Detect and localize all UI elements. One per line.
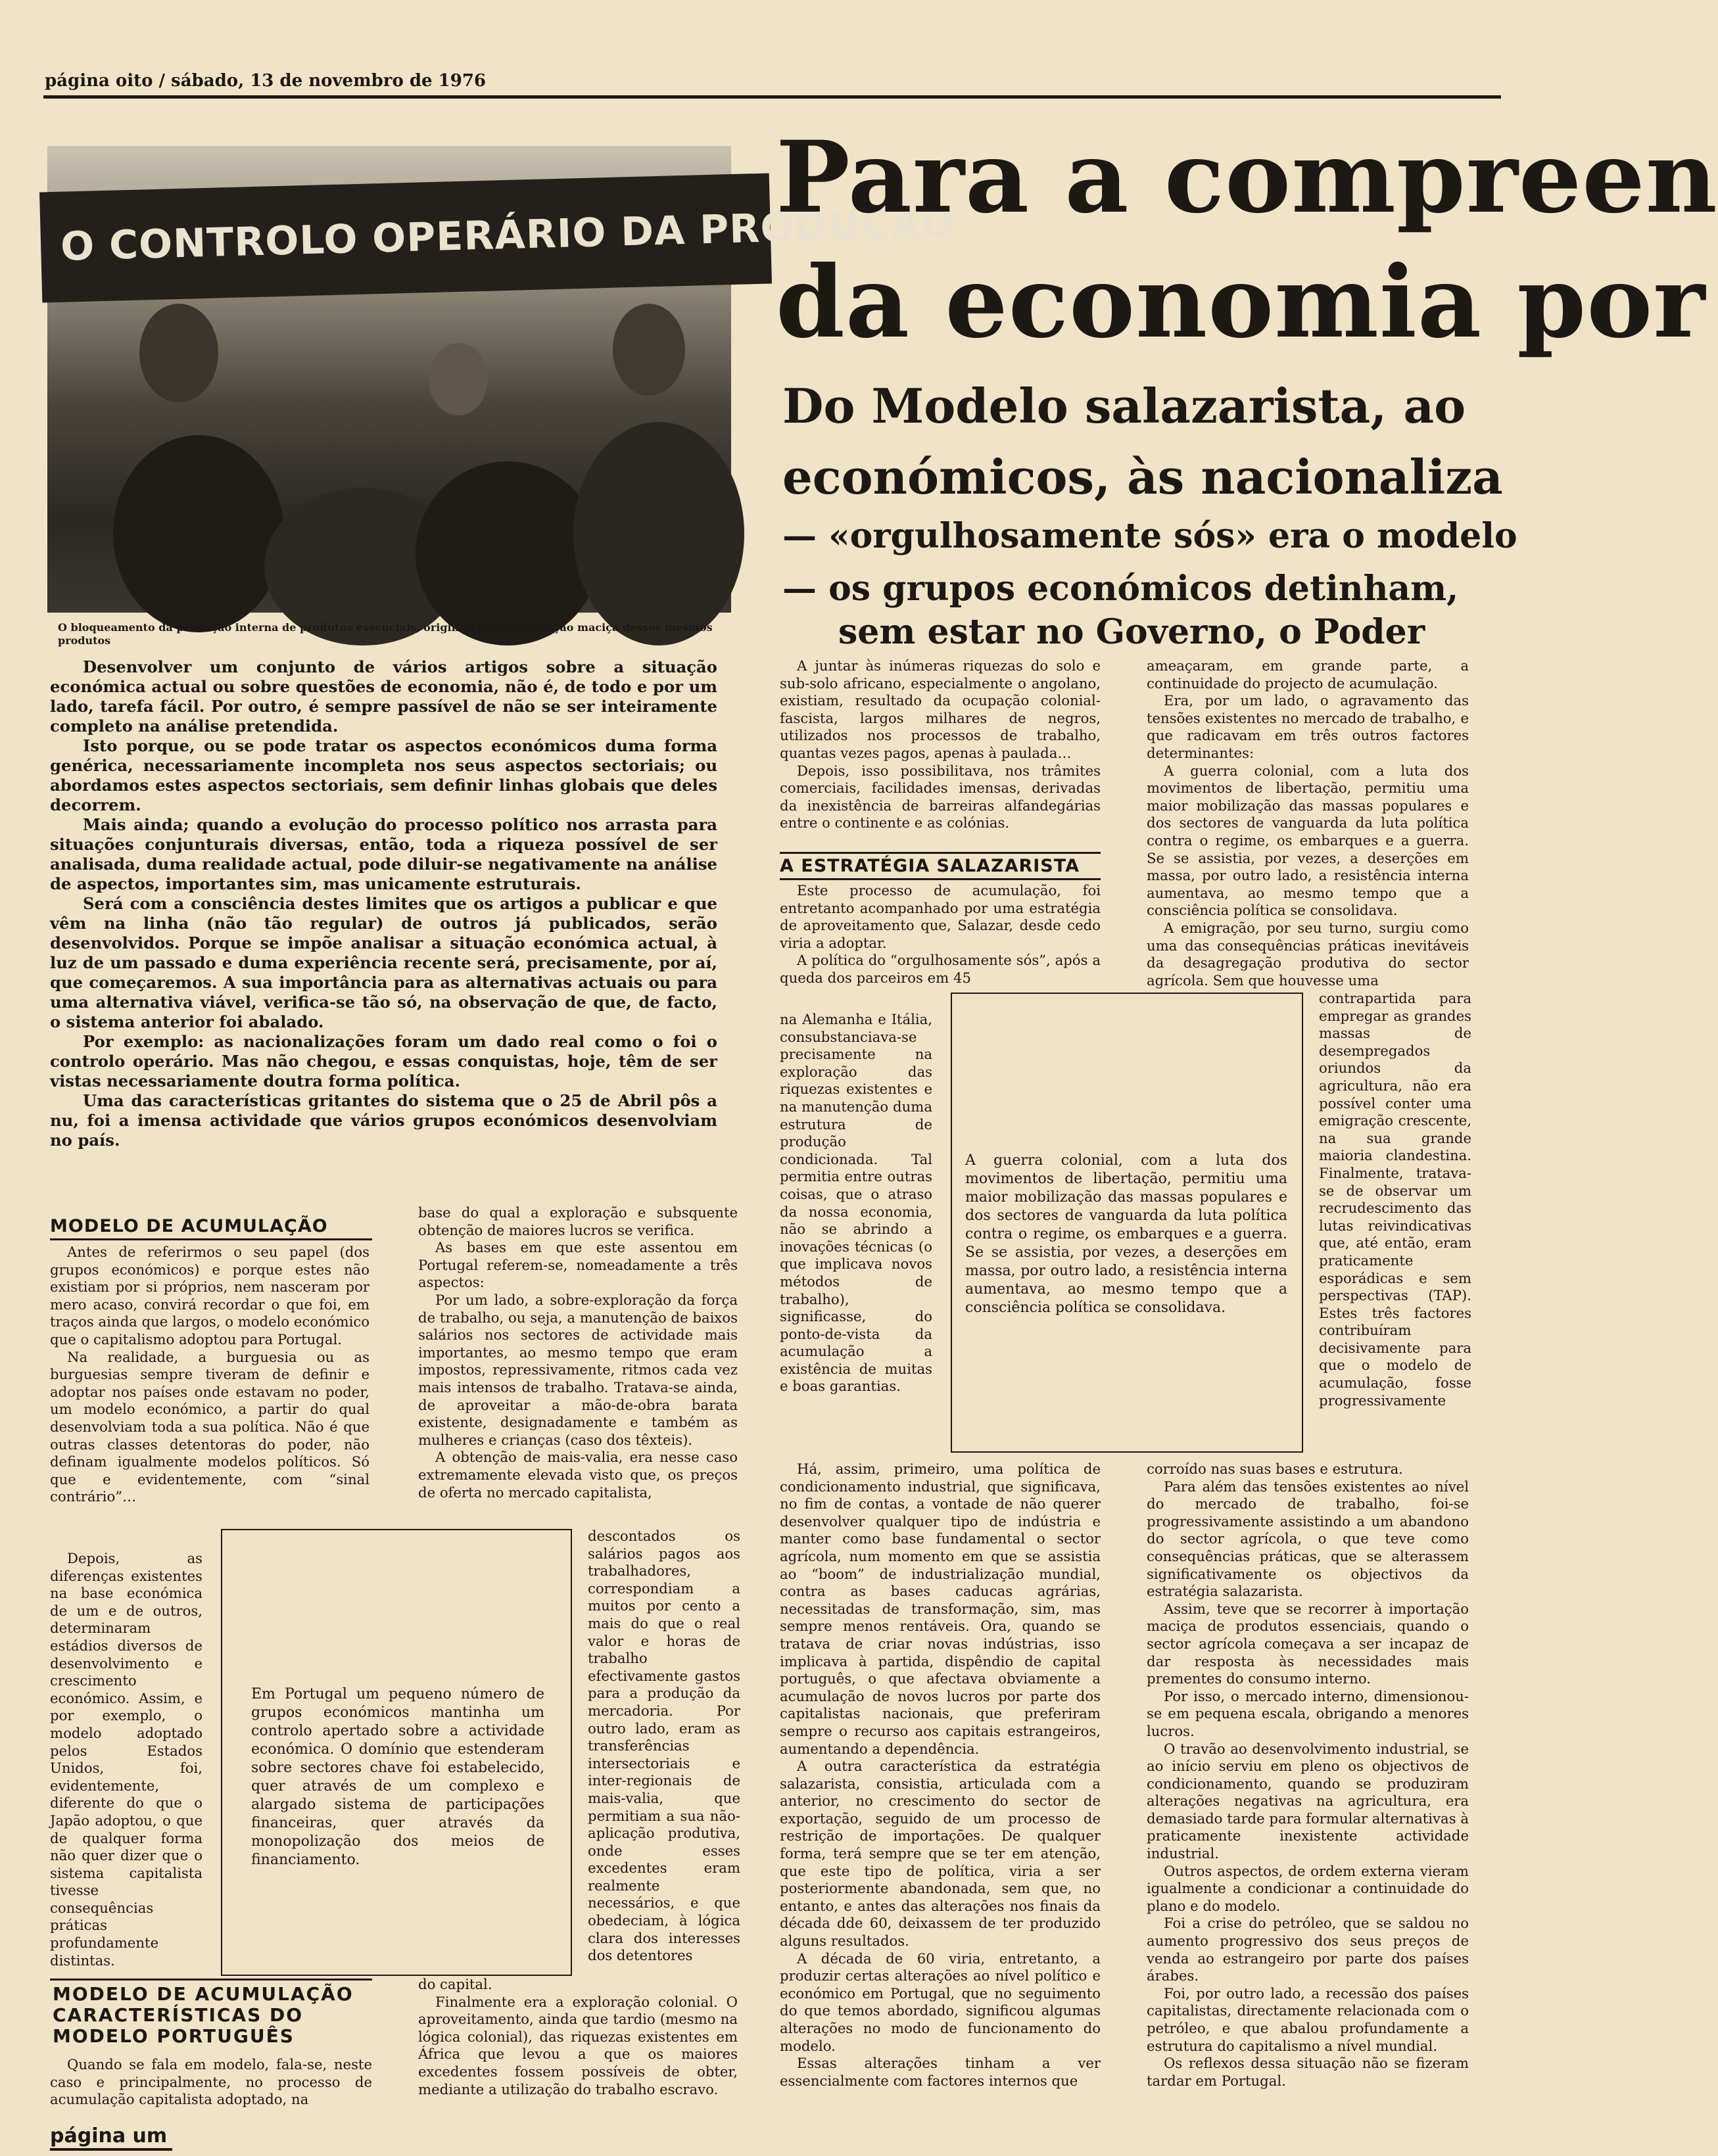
paragraph: A guerra colonial, com a luta dos movimentos de libertação, permitiu uma maior mobilização das massas populares e dos sectores de vanguarda da luta política contra o regime, os embarques e a guerra. Se se assistia, por vezes, a deserções em massa, por outro lado, a resistência interna aumentava, ao mesmo tempo que a consciência política se consolidava. (1147, 762, 1469, 919)
headline-line-2: da economia por (776, 245, 1706, 360)
column-1-text (50, 1244, 370, 1506)
column-1-bottom-text (50, 2056, 372, 2109)
paragraph: base do qual a exploração e subsquente obtenção de maiores lucros se verifica. (418, 1204, 738, 1238)
paragraph: corroído nas suas bases e estrutura. (1147, 1461, 1403, 1477)
pull-quote-text: Em Portugal um pequeno número de grupos económicos mantinha um controlo apertado sobre a actividade económica. O domínio que estenderam sobre sectores chave foi estabelecido, quer através de um complexo e alargado sistema de participações financeiras, quer através da monopolização dos meios de financiamento. (251, 1686, 544, 1868)
paragraph: Por isso, o mercado interno, dimensionou-se em pequena escala, obrigando a menores lucros. (1147, 1687, 1469, 1739)
lead-paragraph: Será com a consciência destes limites que os artigos a publicar e que vêm na linha (não tão regular) de outros já publicados, serão desenvolvidos. Porque se impõe analisar a situação económica actual, à luz de um passado e duma experiência recente será, precisamente, por aí, que começaremos. A sua importância para as alternativas actuais ou para uma alternativa viável, verifica-se tão só, na observação de que, de facto, o sistema anterior foi abalado. (50, 894, 717, 1031)
photo-banner: O CONTROLO OPERÁRIO DA PRODUÇÃO (39, 174, 772, 303)
column-3-text (780, 657, 1101, 832)
section-heading-modelo-portugues: MODELO DE ACUMULAÇÃO CARACTERÍSTICAS DO MODELO PORTUGUÊS (53, 1983, 354, 2047)
page-footer: página um (50, 2124, 168, 2147)
paragraph: A política do “orgulhosamente sós”, após a queda dos parceiros em 45 (780, 952, 1101, 986)
section-heading-estrategia: A ESTRATÉGIA SALAZARISTA (780, 856, 1080, 876)
page-header: página oito / sábado, 13 de novembro de 1976 (45, 71, 487, 91)
photo-crowd-shape (613, 304, 685, 396)
column-2-narrow-text (588, 1528, 740, 1965)
column-4-narrow-text (1319, 990, 1471, 1409)
pull-quote-box-left (221, 1529, 572, 1976)
paragraph: A obtenção de mais-valia, era nesse caso extremamente elevada visto que, os preços de oferta no mercado capitalista, (418, 1449, 738, 1501)
paragraph: Finalmente era a exploração colonial. O aproveitamento, ainda que tardio (mesmo na lógica colonial), das riquezas existentes em África que levou a que os maiores excedentes fossem possíveis de obter, mediante a utilização do trabalho escravo. (418, 1993, 738, 2097)
paragraph: na Alemanha e Itália, consubstanciava-se precisamente na exploração das riquezas existentes e na manutenção duma estrutura de produção condicionada. Tal permitia entre outras coisas, que o atraso da nossa economia, não se abrindo a inovações técnicas (o que implicava novos métodos de trabalho), significasse, do ponto-de-vista da acumulação a existência de muitas e boas garantias. (780, 1011, 932, 1395)
photo-caption: O bloqueamento da produção interna de produtos essenciais, originou uma importação maciça desses mesmos produtos (58, 621, 713, 647)
heading-rule (780, 878, 1101, 880)
paragraph: Era, por um lado, o agravamento das tensões existentes no mercado de trabalho, e que radicavam em três outros factores determinantes: (1147, 692, 1469, 761)
column-2-text (418, 1204, 738, 1501)
heading-rule (50, 1979, 372, 1980)
footer-rule (50, 2148, 172, 2151)
headline-line-1: Para a compreen (776, 120, 1718, 235)
column-1-narrow-text (50, 1550, 203, 1969)
paragraph: Assim, teve que se recorrer à importação maciça de produtos essenciais, quando o sector agrícola começava a ser incapaz de dar resposta às necessidades mais prementes do consumo interno. (1147, 1600, 1469, 1687)
column-3-narrow-text (780, 1011, 932, 1395)
paragraph: descontados os salários pagos aos trabalhadores, correspondiam a muitos por cento a mais do que o real valor e horas de trabalho efectivamente gastos para a produção da mercadoria. Por outro lado, eram as transferências intersectoriais e inter-regionais de mais-valia, que permitiam a sua não-aplicação produtiva, onde esses excedentes eram realmente necessários, e que obedeciam, à lógica clara dos interesses dos detentores (588, 1528, 740, 1964)
subheadline-4: — os grupos económicos detinham, (782, 569, 1459, 609)
paragraph: Foi a crise do petróleo, que se saldou no aumento progressivo dos seus preços de venda ao estrangeiro por parte dos países árabes. (1147, 1915, 1469, 1984)
paragraph: As bases em que este assentou em Portugal referem-se, nomeadamente a três aspectos: (418, 1239, 738, 1291)
photo-crowd-shape (429, 343, 488, 415)
paragraph: Há, assim, primeiro, uma política de condicionamento industrial, que significava, no fim de contas, a vontade de não querer desenvolver qualquer tipo de indústria e manter como base fundamental o sector agrícola, num momento em que se assistia ao “boom” de industrialização mundial, contra as bases caducas agrárias, necessitadas de transformação, sim, mas sempre menos rentáveis. Ora, quando se tratava de criar novas indústrias, isso implicava à partida, dispêndio de capital português, o que afectava obviamente a acumulação de novos lucros por parte dos capitalistas nacionais, que preferiram sempre o recurso aos capitais estrangeiros, aumentando a dependência. (780, 1461, 1101, 1757)
lead-paragraph: Por exemplo: as nacionalizações foram um dado real como o foi o controlo operário. Mas não chegou, e essas conquistas, hoje, têm de ser vistas necessariamente doutra forma política. (50, 1032, 717, 1090)
paragraph: contrapartida para empregar as grandes massas de desempregados oriundos da agricultura, não era possível conter uma emigração crescente, na sua grande maioria clandestina. Finalmente, tratava-se de observar um recrudescimento das lutas reivindicativas que, até então, eram praticamente esporádicas e sem perspectivas (TAP). Estes três factores contribuíram decisivamente para que o modelo de acumulação, fosse progressivamente (1319, 990, 1471, 1409)
heading-rule (50, 1238, 372, 1240)
paragraph: O travão ao desenvolvimento industrial, se ao início serviu em pleno os objectivos de condicionamento, quando se produziram alterações negativas na agricultura, era demasiado tarde para formular alternativas à praticamente inexistente actividade industrial. (1147, 1740, 1469, 1862)
paragraph: A década de 60 viria, entretanto, a produzir certas alterações ao nível político e económico em Portugal, que no seguimento do que temos abordado, significou algumas alterações no modo de funcionamento do modelo. (780, 1950, 1101, 2054)
pull-quote-box-right (951, 993, 1303, 1453)
column-2-bottom-text (418, 1976, 738, 2098)
paragraph: ameaçaram, em grande parte, a continuidade do projecto de acumulação. (1147, 657, 1469, 691)
section-heading-modelo: MODELO DE ACUMULAÇÃO (50, 1216, 328, 1236)
lead-paragraph: Isto porque, ou se pode tratar os aspectos económicos duma forma genérica, necessariamente incompleta nos seus aspectos sectoriais; ou abordamos estes aspectos sectoriais, sem definir linhas globais que deles decorrem. (50, 736, 717, 814)
photo-crowd-shape (113, 435, 284, 632)
photo-crowd-shape (416, 461, 600, 645)
paragraph: Depois, isso possibilitava, nos trâmites comerciais, facilidades imensas, derivadas da inexistência de barreiras alfandegárias entre o continente e as colónias. (780, 762, 1101, 832)
subheadline-2: económicos, às nacionaliza (782, 449, 1503, 505)
protest-photo (47, 146, 957, 613)
paragraph: Para além das tensões existentes ao nível do mercado de trabalho, foi-se progressivamente assistindo a um abandono do sector agrícola, o que teve como consequências práticas, que se alterassem significativamente os objectivos da estratégia salazarista. (1147, 1478, 1469, 1600)
subheadline-5: sem estar no Governo, o Poder (838, 612, 1425, 652)
column-4-text-2 (1147, 1461, 1469, 2090)
paragraph: Os reflexos dessa situação não se fizeram tardar em Portugal. (1147, 2055, 1469, 2089)
paragraph: A emigração, por seu turno, surgiu como uma das consequências práticas inevitáveis da desagregação produtiva do sector agrícola. Sem que houvesse uma (1147, 919, 1469, 989)
paragraph: do capital. (418, 1976, 492, 1992)
photo-crowd-shape (139, 304, 218, 402)
heading-rule (780, 852, 1101, 854)
subheadline-3: — «orgulhosamente sós» era o modelo (782, 516, 1517, 556)
paragraph: Antes de referirmos o seu papel (dos grupos económicos) e porque estes não existiam por si próprios, nem nasceram por mero acaso, convirá recordar o que foi, em traços ainda que largos, o modelo económico que o capitalismo adoptou para Portugal. (50, 1244, 370, 1348)
paragraph: Outros aspectos, de ordem externa vieram igualmente a condicionar a continuidade do plano e do modelo. (1147, 1862, 1469, 1914)
pull-quote-text: A guerra colonial, com a luta dos movimentos de libertação, permitiu uma maior mobilização das massas populares e dos sectores de vanguarda da luta política contra o regime, os embarques e a guerra. Se se assistia, por vezes, a deserções em massa, por outro lado, a resistência interna aumentava, ao mesmo tempo que a consciência política se consolidava. (965, 1152, 1287, 1316)
paragraph: A outra característica da estratégia salazarista, consistia, articulada com a anterior, no crescimento do sector de exportação, seguido de um processo de restrição de importações. De qualquer forma, terá sempre que se ter em atenção, que este tipo de política, viria a ser posteriormente abandonada, sem que, no entanto, e antes das alterações nos finais da década dde 60, deixassem de ter produzido alguns resultados. (780, 1758, 1101, 1950)
paragraph: Na realidade, a burguesia ou as burguesias sempre tiveram de definir e adoptar nos países onde estavam no poder, um modelo económico, a partir do qual desenvolviam toda a sua política. Não é que outras classes detentoras do poder, não definam igualmente modelos políticos. Só que e evidentemente, com “sinal contrário”… (50, 1348, 370, 1505)
paragraph: Depois, as diferenças existentes na base económica de um e de outros, determinaram estádios diversos de desenvolvimento e crescimento económico. Assim, e por exemplo, o modelo adoptado pelos Estados Unidos, foi, evidentemente, diferente do que o Japão adoptou, o que de qualquer forma não quer dizer que o sistema capitalista tivesse consequências práticas profundamente distintas. (50, 1550, 203, 1969)
paragraph: Por um lado, a sobre-exploração da força de trabalho, ou seja, a manutenção de baixos salários nos sectores de actividade mais importantes, ao mesmo tempo que eram impostos, repressivamente, ritmos cada vez mais intensos de trabalho. Tratava-se ainda, de aproveitar a mão-de-obra barata existente, designadamente e também as mulheres e crianças (caso dos têxteis). (418, 1291, 738, 1448)
paragraph: Quando se fala em modelo, fala-se, neste caso e principalmente, no processo de acumulação capitalista adoptado, na (50, 2056, 372, 2108)
photo-crowd-shape (573, 422, 744, 645)
lead-paragraph: Mais ainda; quando a evolução do processo político nos arrasta para situações conjunturais diversas, então, toda a riqueza possível de ser analisada, duma realidade actual, pode diluir-se negativamente na análise de aspectos, importantes sim, mas unicamente estruturais. (50, 815, 717, 893)
paragraph: Foi, por outro lado, a recessão dos países capitalistas, directamente relacionada com o petróleo, e que abalou profundamente a estrutura do capitalismo a nível mundial. (1147, 1984, 1469, 2054)
paragraph: Essas alterações tinham a ver essencialmente com factores internos que (780, 2055, 1101, 2089)
paragraph: A juntar às inúmeras riquezas do solo e sub-solo africano, especialmente o angolano, existiam, resultado da ocupação colonial-fascista, largos milhares de negros, utilizados nos processos de trabalho, quantas vezes pagos, apenas à paulada… (780, 657, 1101, 761)
column-4-text (1147, 657, 1469, 989)
column-3-text-2 (780, 882, 1101, 987)
lead-paragraph: Uma das características gritantes do sistema que o 25 de Abril pôs a nu, foi a imensa actividade que vários grupos económicos desenvolviam no país. (50, 1091, 717, 1150)
subheadline-1: Do Modelo salazarista, ao (782, 378, 1466, 434)
column-3-text-3 (780, 1461, 1101, 2090)
lead-paragraphs (50, 657, 717, 1150)
header-rule (43, 95, 1501, 99)
lead-paragraph: Desenvolver um conjunto de vários artigos sobre a situação económica actual ou sobre questões de economia, não é, de todo e por um lado, tarefa fácil. Por outro, é sempre passível de não se ser inteiramente completo na análise pretendida. (50, 657, 717, 736)
paragraph: Este processo de acumulação, foi entretanto acompanhado por uma estratégia de aproveitamento que, Salazar, desde cedo viria a adoptar. (780, 882, 1101, 951)
